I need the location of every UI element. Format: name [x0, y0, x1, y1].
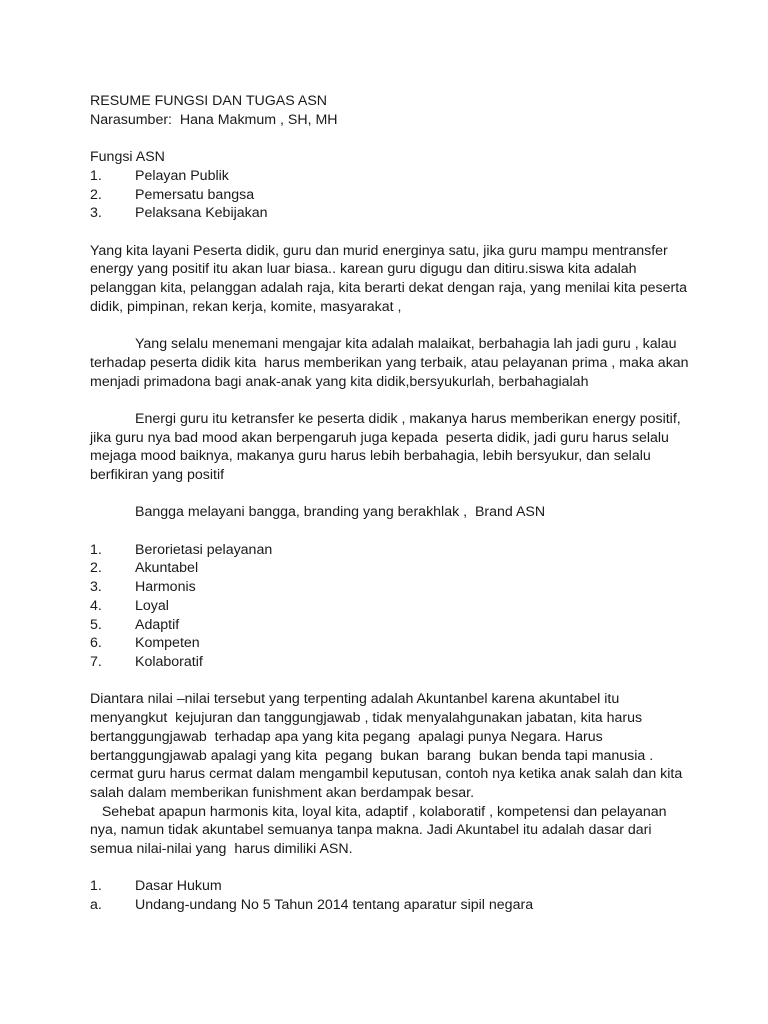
document-body: [90, 92, 700, 915]
paragraph-4: Diantara nilai –nilai tersebut yang terpenting adalah Akuntanbel karena akuntabel itu menyangkut kejujuran dan tanggungjawab , tidak menyalahgunakan jabatan, kita harus bertanggungjawab terhadap apa yang kita pegang apalagi punya Negara. Harus bertanggungjawab apalagi yang kita pegang bukan barang bukan benda tapi manusia . cermat guru harus cermat dalam mengambil keputusan, contoh nya ketika anak salah dan kita salah dalam memberikan funishment akan berdampak besar. Sehebat apapun harmonis kita, loyal kita, adaptif , kolaboratif , kompetensi dan pelayanan nya, namun tidak akuntabel semuanya tanpa makna. Jadi Akuntabel itu adalah dasar dari semua nilai-nilai yang harus dimiliki ASN.: [90, 691, 683, 858]
fungsi-list: [90, 167, 700, 223]
fungsi-heading: Fungsi ASN: [90, 149, 165, 166]
speaker-line: Narasumber: Hana Makmum , SH, MH: [90, 111, 338, 128]
list-item: 5. Adaptif: [90, 616, 180, 633]
brand-line: Bangga melayani bangga, branding yang berakhlak , Brand ASN: [135, 504, 546, 521]
list-item: 1. Berorietasi pelayanan: [90, 541, 273, 558]
list-item: 6. Kompeten: [90, 635, 200, 652]
nilai-list: [90, 541, 700, 672]
list-item: 1. Dasar Hukum: [90, 878, 222, 895]
list-item: 7. Kolaboratif: [90, 654, 203, 670]
paragraph-1: Yang kita layani Peserta didik, guru dan murid energinya satu, jika guru mampu mentransfer energy yang positif itu akan luar biasa.. karean guru digugu dan ditiru.siswa kita adalah pelanggan kita, pelanggan adalah raja, kita berarti dekat dengan raja, yang menilai kita peserta didik, pimpinan, rekan kerja, komite, masyarakat ,: [90, 242, 688, 315]
list-item: 1. Pelayan Publik: [90, 167, 229, 184]
list-item: 4. Loyal: [90, 597, 169, 614]
list-item: a. Undang-undang No 5 Tahun 2014 tentang aparatur sipil negara: [90, 897, 534, 914]
paragraph-3: Energi guru itu ketransfer ke peserta didik , makanya harus memberikan energy positif, jika guru nya bad mood akan berpengaruh juga kepada peserta didik, jadi guru harus selalu mejaga mood baiknya, makanya guru harus lebih berbahagia, lebih bersyukur, dan selalu berfikiran yang positif: [90, 410, 681, 483]
dasar-hukum-list: [90, 877, 700, 914]
list-item: 3. Pelaksana Kebijakan: [90, 205, 268, 222]
document-title: RESUME FUNGSI DAN TUGAS ASN: [90, 93, 328, 109]
list-item: 3. Harmonis: [90, 579, 196, 596]
list-item: 2. Akuntabel: [90, 560, 199, 577]
paragraph-2: Yang selalu menemani mengajar kita adalah malaikat, berbahagia lah jadi guru , kalau terhadap peserta didik kita harus memberikan yang terbaik, atau pelayanan prima , maka akan menjadi primadona bagi anak-anak yang kita didik,bersyukurlah, berbahagialah: [90, 336, 689, 390]
list-item: 2. Pemersatu bangsa: [90, 186, 255, 203]
